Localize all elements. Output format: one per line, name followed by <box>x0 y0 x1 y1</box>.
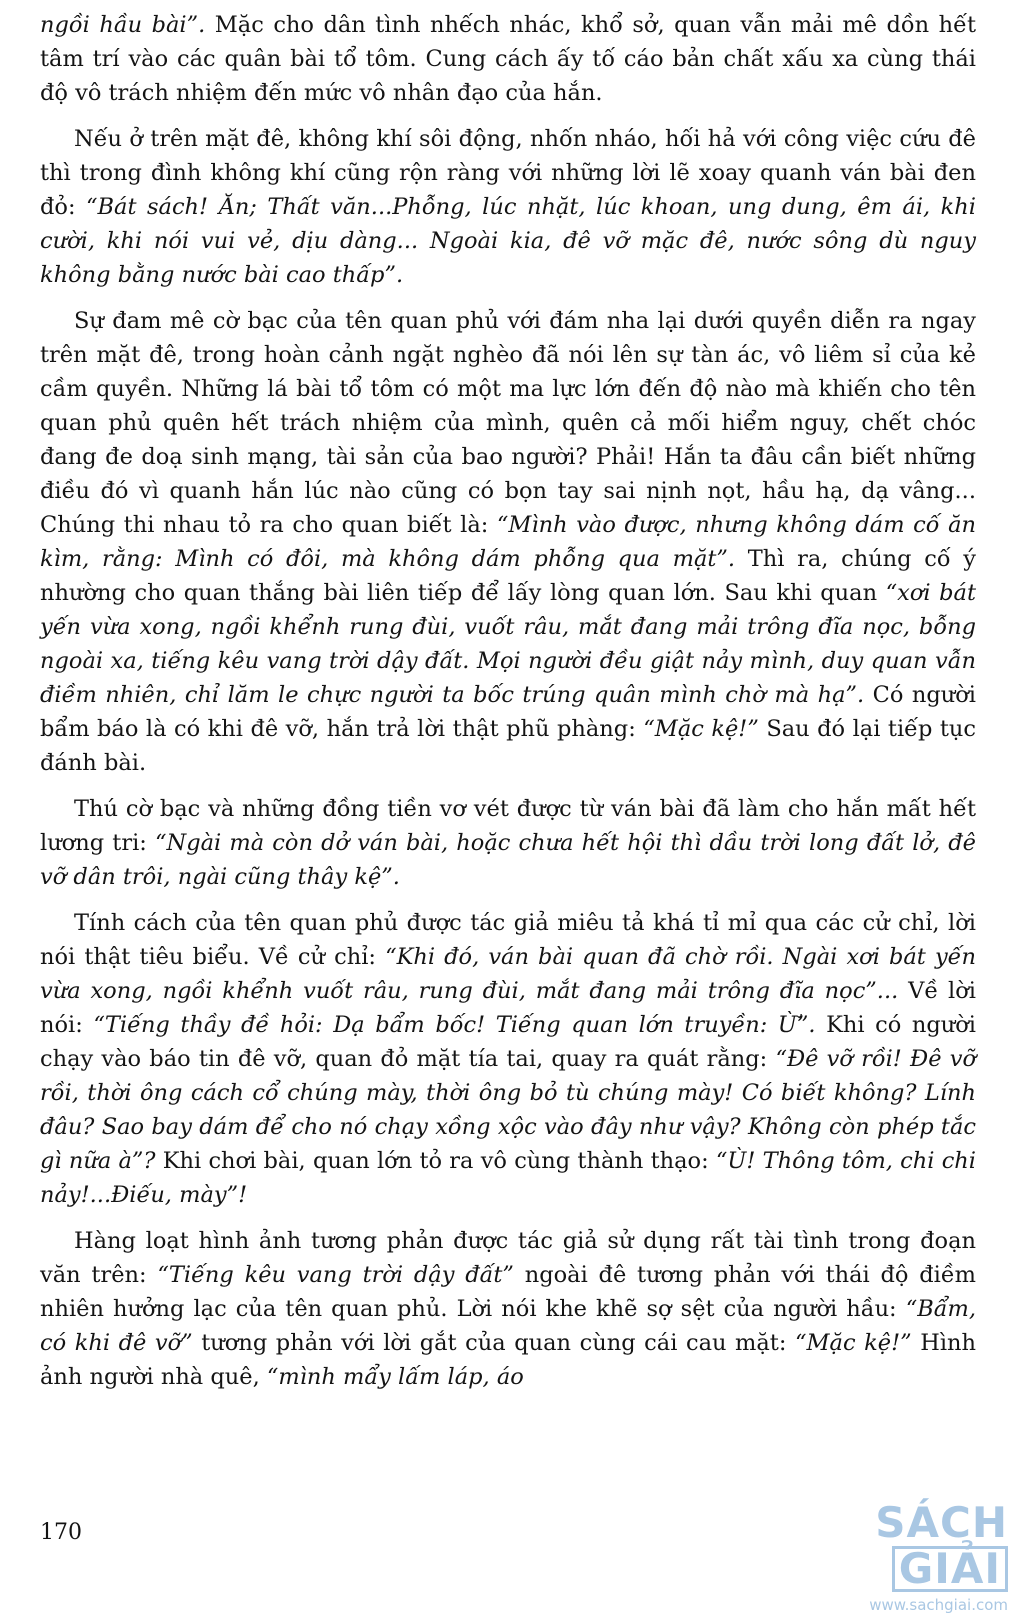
body-text: Khi chơi bài, quan lớn tỏ ra vô cùng thành thạo: <box>155 1148 716 1174</box>
body-text: Về lời nói: <box>40 978 976 1038</box>
quote-text: “Bẩm, có khi đê vỡ” <box>40 1296 976 1356</box>
quote-text: “Mặc kệ!” <box>795 1330 912 1356</box>
watermark-brand <box>788 1500 1008 1592</box>
quote-text: “Tiếng thầy đề hỏi: Dạ bẩm bốc! Tiếng quan lớn truyền: Ừ”. <box>93 1012 816 1038</box>
quote-text: “Mặc kệ!” <box>643 716 759 742</box>
watermark-brand-prefix: SÁCH <box>875 1498 1008 1547</box>
body-text: Mặc cho dân tình nhếch nhác, khổ sở, quan vẫn mải mê dồn hết tâm trí vào các quân bài tổ tôm. Cung cách ấy tố cáo bản chất xấu xa cùng thái độ vô trách nhiệm đến mức vô nhân đạo của hắn. <box>40 12 976 106</box>
quote-text: “Mình vào được, nhưng không dám cố ăn kìm, rằng: Mình có đôi, mà không dám phỗng qua mặt”. <box>40 512 976 572</box>
paragraph <box>40 122 976 292</box>
paragraph <box>40 8 976 110</box>
body-text: ngoài đê tương phản với thái độ điềm nhiên hưởng lạc của tên quan phủ. Lời nói khe khẽ sợ sệt của người hầu: <box>40 1262 976 1322</box>
body-text: tương phản với lời gắt của quan cùng cái cau mặt: <box>192 1330 796 1356</box>
paragraph <box>40 1224 976 1394</box>
body-text: Sự đam mê cờ bạc của tên quan phủ với đám nha lại dưới quyền diễn ra ngay trên mặt đê, trong hoàn cảnh ngặt nghèo đã nói lên sự tàn ác, vô liêm sỉ của kẻ cầm quyền. Những lá bài tổ tôm có một ma lực lớn đến độ nào mà khiến cho tên quan phủ quên hết trách nhiệm của mình, quên cả mối hiểm nguy, chết chóc đang đe doạ sinh mạng, tài sản của bao người? Phải! Hắn ta đâu cần biết những điều đó vì quanh hắn lúc nào cũng có bọn tay sai nịnh nọt, hầu hạ, dạ vâng... Chúng thi nhau tỏ ra cho quan biết là: <box>40 308 976 538</box>
quote-text: “Khi đó, ván bài quan đã chờ rồi. Ngài xơi bát yến vừa xong, ngồi khểnh vuốt râu, rung đùi, mắt đang mải trông đĩa nọc”... <box>40 944 976 1004</box>
body-text: Thì ra, chúng cố ý nhường cho quan thắng bài liên tiếp để lấy lòng quan lớn. Sau khi quan <box>40 546 976 606</box>
body-text: Khi có người chạy vào báo tin đê vỡ, quan đỏ mặt tía tai, quay ra quát rằng: <box>40 1012 976 1072</box>
quote-text: “Bát sách! Ăn; Thất văn...Phỗng, lúc nhặt, lúc khoan, ung dung, êm ái, khi cười, khi nói vui vẻ, dịu dàng... Ngoài kia, đê vỡ mặc đê, nước sông dù nguy không bằng nước bài cao thấp”. <box>40 194 976 288</box>
quote-text: “Ngài mà còn dở ván bài, hoặc chưa hết hội thì dầu trời long đất lở, đê vỡ dân trôi, ngài cũng thây kệ”. <box>40 830 976 890</box>
body-text: Tính cách của tên quan phủ được tác giả miêu tả khá tỉ mỉ qua các cử chỉ, lời nói thật tiêu biểu. Về cử chỉ: <box>40 910 976 970</box>
body-text: Thú cờ bạc và những đồng tiền vơ vét được từ ván bài đã làm cho hắn mất hết lương tri: <box>40 796 976 856</box>
paragraph <box>40 906 976 1212</box>
quote-text: “xơi bát yến vừa xong, ngồi khểnh rung đùi, vuốt râu, mắt đang mải trông đĩa nọc, bỗng ngoài xa, tiếng kêu vang trời dậy đất. Mọi người đều giật nảy mình, duy quan vẫn điềm nhiên, chỉ lăm le chực người ta bốc trúng quân mình chờ mà hạ”. <box>40 580 976 708</box>
body-text: Có người bẩm báo là có khi đê vỡ, hắn trả lời thật phũ phàng: <box>40 682 976 742</box>
quote-text: “Đê vỡ rồi! Đê vỡ rồi, thời ông cách cổ chúng mày, thời ông bỏ tù chúng mày! Có biết không? Lính đâu? Sao bay dám để cho nó chạy xồng xộc vào đây như vậy? Không còn phép tắc gì nữa à”? <box>40 1046 977 1174</box>
body-text: Hình ảnh người nhà quê, <box>40 1330 977 1390</box>
watermark-logo <box>788 1500 1008 1614</box>
quote-text: “Tiếng kêu vang trời dậy đất” <box>157 1262 514 1288</box>
quote-text: ngồi hầu bài”. <box>40 12 206 38</box>
body-text: Hàng loạt hình ảnh tương phản được tác giả sử dụng rất tài tình trong đoạn văn trên: <box>40 1228 976 1288</box>
body-text: Nếu ở trên mặt đê, không khí sôi động, nhốn nháo, hối hả với công việc cứu đê thì trong đình không khí cũng rộn ràng với những lời lẽ xoay quanh ván bài đen đỏ: <box>40 126 976 220</box>
quote-text: “Ù! Thông tôm, chi chi nảy!...Điếu, mày”! <box>40 1148 976 1208</box>
watermark-url: www.sachgiai.com <box>869 1596 1008 1614</box>
paragraph <box>40 792 976 894</box>
paragraph <box>40 304 976 780</box>
watermark-brand-boxed: GIẢI <box>892 1546 1008 1592</box>
document-page <box>40 8 976 1406</box>
quote-text: “mình mẩy lấm láp, áo <box>266 1364 524 1390</box>
page-number: 170 <box>40 1520 82 1545</box>
body-text: Sau đó lại tiếp tục đánh bài. <box>40 716 977 776</box>
